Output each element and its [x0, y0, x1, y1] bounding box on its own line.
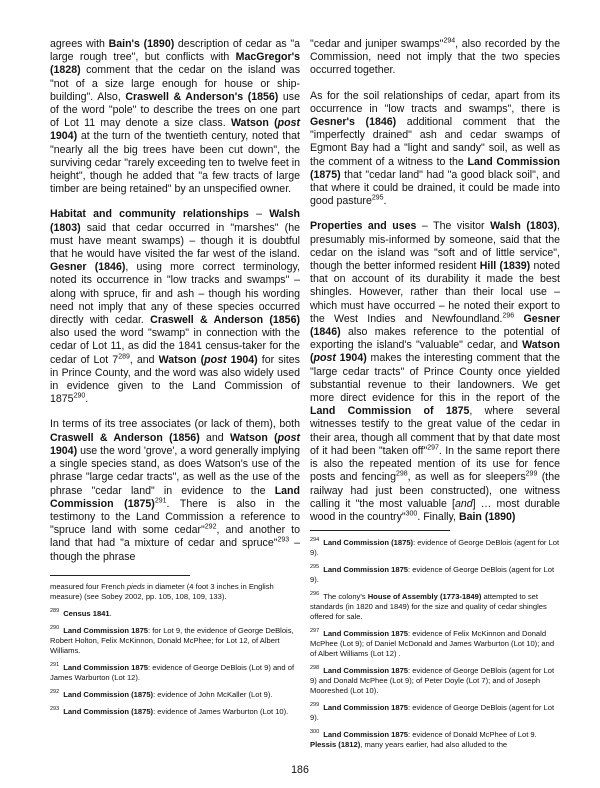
footnote-divider	[50, 575, 190, 576]
citation-land-commission: Land Commission (1875)	[50, 484, 300, 510]
citation-watson: Watson (post 1904)	[158, 353, 258, 366]
citation-macgregor: MacGregor's (1828)	[50, 51, 300, 77]
paragraph-associates: In terms of its tree associates (or lack of them), both Craswell & Anderson (1856) and Watson (post 1904) use the word 'grove', a word generally implying a single species stand, as does Watson's use of the phrase "large cedar tracts", as well as the use of the phrase "cedar land" in evidence to the Land Commission $(1875)^{291}$. There is also in the testimony to the Land Commission a reference to "spruce land with some cedar"$^{292}$, and another to land that had "a mixture of cedar and spruce"$^{293}$ – though the phrase	[50, 418, 301, 563]
footnote-number: 289	[50, 608, 60, 615]
footnote-290: $^{290}$ Land Commission 1875: for Lot 9, the evidence of George DeBlois, Robert Holton, Felix McKinnon, Donald McPhee; for Lot 12, of Albert Williams.	[50, 625, 294, 655]
citation-craswell: Craswell & Anderson (1856)	[150, 314, 300, 327]
footnote-continuation: measured four French pieds in diameter (4 foot 3 inches in English measure) (see Sobey 2002, pp. 105, 108, 109, 133).	[50, 582, 274, 601]
footnote-ref[interactable]: 289	[118, 353, 130, 361]
footnote-298: $^{298}$ Land Commission 1875: evidence of George DeBlois (agent for Lot 9) and Donald McPhee (Lot 9); of Peter Doyle (Lot 7); and of Joseph Mooreshed (Lot 10).	[310, 665, 555, 695]
footnote-293: $^{293}$ Land Commission (1875): evidence of James Warburton (Lot 10).	[50, 706, 289, 716]
citation-bain: Bain's (1890)	[108, 38, 175, 50]
footnote-number: 292	[50, 689, 60, 696]
section-heading-habitat: Habitat and community relationships	[50, 208, 249, 221]
footnotes-left	[50, 582, 300, 724]
footnote-300: $^{300}$ Land Commission 1875: evidence of Donald McPhee of Lot 9. Plessis (1812), many years earlier, had also alluded to the	[310, 729, 537, 749]
text: agrees with	[50, 38, 109, 50]
footnote-291: $^{291}$ Land Commission 1875: evidence of George DeBlois (Lot 9) and of James Warburton (Lot 12).	[50, 662, 295, 682]
footnote-ref[interactable]: 298	[395, 470, 408, 478]
left-column	[50, 38, 300, 576]
footnote-number: 296	[310, 591, 320, 598]
citation-craswell: Craswell & Anderson (1856)	[50, 431, 200, 444]
citation-walsh: Walsh (1803)	[50, 208, 300, 234]
text: description of cedar as "a large rough tree", but conflicts with	[50, 38, 301, 64]
right-column	[310, 38, 560, 536]
footnotes-right	[310, 538, 560, 757]
footnote-299: $^{299}$ Land Commission 1875: evidence of George DeBlois (agent for Lot 9).	[310, 702, 555, 722]
footnote-ref[interactable]: 291	[154, 497, 167, 505]
footnote-number: 293	[50, 706, 60, 713]
footnote-ref[interactable]: 290	[73, 392, 86, 400]
page-number: 186	[291, 764, 309, 776]
text: use of the word "pole" to describe the trees on one part of Lot 11 may denote a size class.	[50, 90, 300, 130]
paragraph-soil: As for the soil relationships of cedar, apart from its occurrence in "low tracts and swamps", there is Gesner's (1846) additional comment that the "imperfectly drained" ash and cedar swamps of Egmont Bay had a "light and sandy" soil, as well as the comment of a witness to the Land Commission (1875) that "cedar land" had "a good black soil", and that where it could be drained, it could be made into good pasture$^{295}$.	[310, 89, 560, 208]
citation-land-commission: Land Commission (1875)	[310, 155, 560, 181]
footnote-number: 299	[310, 702, 320, 709]
section-heading-uses: Properties and uses	[310, 220, 417, 233]
citation-gesner: Gesner (1846)	[50, 261, 126, 274]
footnote-ref[interactable]: 296	[502, 312, 515, 320]
footnote-number: 291	[50, 662, 60, 669]
citation-craswell: Craswell & Anderson's (1856)	[125, 90, 279, 103]
footnote-295: $^{295}$ Land Commission 1875: evidence of George DeBlois (agent for Lot 9).	[310, 564, 555, 584]
footnote-297: $^{297}$ Land Commission 1875: evidence of Felix McKinnon and Donald McPhee (Lot 9); of Daniel McDonald and James Warburton (Lot 10); and of Albert Williams (Lot 12) .	[310, 628, 555, 658]
footnote-number: 294	[310, 537, 320, 544]
citation-watson: Watson (post 1904)	[310, 339, 560, 365]
footnote-292: $^{292}$ Land Commission (1875): evidence of John McKaller (Lot 9).	[50, 689, 273, 699]
footnote-number: 298	[310, 665, 320, 672]
footnote-ref[interactable]: 292	[204, 523, 217, 531]
citation-hill: Hill (1839)	[479, 260, 531, 273]
paragraph-habitat: Habitat and community relationships – Walsh (1803) said that cedar occurred in "marshes" (he must have meant swamps) – though it is doubtful that he would have visited the far west of the island. Gesner (1846), using more correct terminology, noted its occurrence in "low tracks and swamps" – along with spruce, fir and ash – though his wording need not imply that any of these species occurred directly with cedar. Craswell & Anderson (1856) also used the word "swamp" in connection with the cedar of Lot 11, as did the 1841 census-taker for the cedar of Lot $7^{289}$, and Watson (post 1904) for sites in Prince County, and the word was also widely used in evidence given to the Land Commission of 1875$^{290}$.	[50, 208, 300, 406]
citation-watson: Watson (post 1904)	[50, 117, 300, 143]
citation-land-commission: Land Commission of 1875	[310, 405, 470, 418]
footnote-ref[interactable]: 299	[525, 470, 538, 478]
footnote-289: $^{289}$ Census 1841.	[50, 608, 112, 618]
footnote-number: 300	[310, 729, 320, 736]
text: at the turn of the twentieth century, noted that "nearly all the big trees have been cut down", the surviving cedar "rarely exceeding ten to twelve feet in height", though he added that "a few tracts of large timber are being retained" by an unspecified owner.	[50, 130, 300, 196]
paragraph-size	[50, 38, 300, 196]
footnote-ref[interactable]: 293	[277, 536, 290, 544]
footnote-ref[interactable]: 294	[443, 37, 456, 45]
footnote-ref[interactable]: 297	[427, 444, 439, 452]
text: comment that the cedar on the island was "not of a size large enough for house or ship-building". Also,	[50, 64, 300, 103]
footnote-number: 297	[310, 628, 320, 635]
footnote-ref[interactable]: 300	[405, 510, 418, 518]
footnote-ref[interactable]: 295	[371, 194, 384, 202]
footnote-divider	[310, 530, 450, 531]
footnote-294: $^{294}$ Land Commission (1875): evidence of George DeBlois (agent for Lot 9).	[310, 537, 560, 557]
paragraph-juniper: "cedar and juniper swamps"$^{294}$, also recorded by the Commission, need not imply that the two species occurred together.	[310, 37, 560, 77]
citation-walsh: Walsh (1803)	[490, 220, 558, 233]
citation-gesner: Gesner (1846)	[310, 312, 560, 339]
citation-bain: Bain (1890)	[458, 510, 516, 523]
paragraph-uses: Properties and uses – The visitor Walsh (1803), presumably mis-informed by someone, said that the cedar on the island was "soft and of little service", though the better informed resident Hill (1839) noted that on account of its durability it made the best shingles. However, rather than their local use – which must have occurred – he noted their export to the West Indies and Newfoundland.$^{296}$ Gesner (1846) also makes reference to the potential of exporting the island's "valuable" cedar, and Watson (post 1904) makes the interesting comment that the "large cedar tracts" of Prince County once yielded substantial revenue to their landowners. We get more direct evidence for this in the report of the Land Commission of 1875, where several witnesses testify to the great value of the cedar in their area, though all comment that by that date most of it had been "taken off"$^{297}$. In the same report there is also the repeated mention of its use for fence posts and fencing$^{298}$, as well as for sleepers$^{299}$ (the railway had just been constructed), one witness calling it "the most valuable [and] … most durable wood in the country"$^{300}$. Finally, Bain (1890)	[310, 220, 561, 523]
footnote-number: 295	[310, 564, 320, 571]
citation-watson: Watson	[229, 431, 268, 444]
footnote-296: $^{296}$ The colony's House of Assembly (1773-1849) attempted to set standards (in 1820 and 1849) for the size and quality of cedar shingles offered for sale.	[310, 591, 547, 621]
citation-gesner: Gesner's (1846)	[310, 116, 397, 129]
footnote-number: 290	[50, 625, 60, 632]
